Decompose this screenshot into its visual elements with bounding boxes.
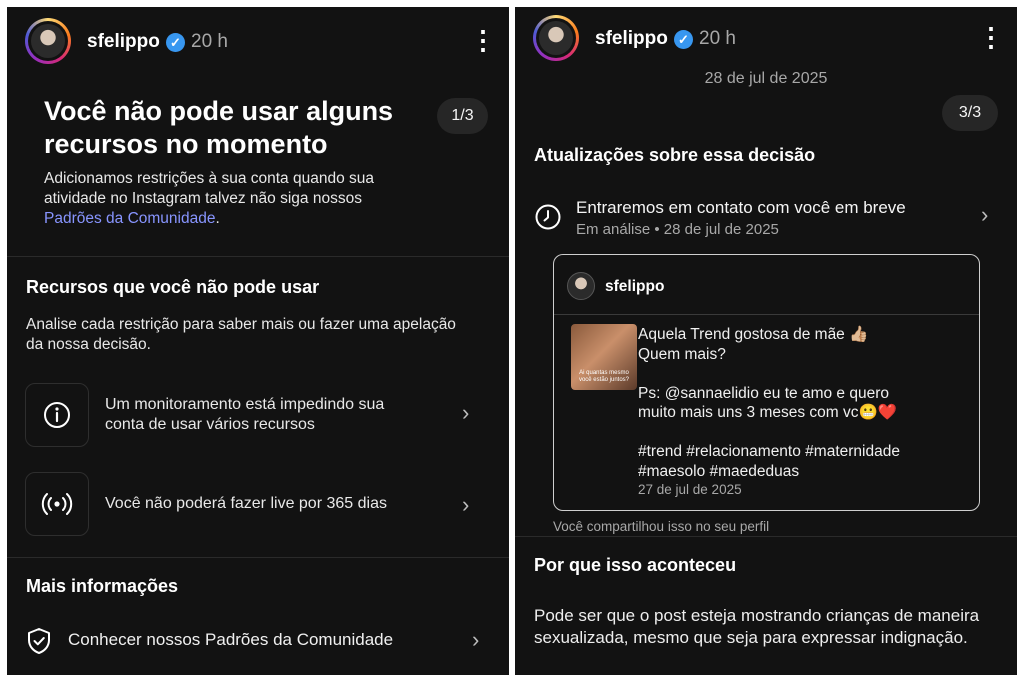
post-author-avatar [567, 272, 595, 300]
restriction-label: Um monitoramento está impedindo sua conta de usar vários recursos [105, 396, 385, 433]
more-options-icon[interactable]: ⋮ [470, 25, 496, 55]
live-broadcast-icon [26, 473, 88, 535]
community-standards-row[interactable] [7, 619, 509, 663]
left-screen [7, 7, 509, 675]
username[interactable]: sfelippo [595, 28, 668, 49]
decision-date: 28 de jul de 2025 [704, 70, 828, 87]
update-title: Entraremos em contato com você em breve [576, 198, 906, 217]
community-standards-label: Conhecer nossos Padrões da Comunidade [68, 630, 394, 649]
restriction-icon-box [25, 472, 89, 536]
chevron-right-icon: › [462, 492, 470, 517]
thumbnail-caption: Ai quantas mesmo você estão juntos? [578, 370, 630, 383]
chevron-right-icon: › [472, 627, 480, 652]
page-counter: 3/3 [942, 95, 998, 131]
restriction-description: Adicionamos restrições à sua conta quando sua atividade no Instagram talvez não siga nossos Padrões da Comunidade. [44, 170, 375, 227]
profile-avatar[interactable] [533, 15, 579, 61]
verified-badge-icon: ✓ [166, 33, 185, 52]
update-row[interactable] [515, 192, 1017, 244]
restriction-icon-box [25, 383, 89, 447]
post-caption: Aquela Trend gostosa de mãe 👍🏼 Quem mais? Ps: @sannaelidio eu te amo e quero muito mais uns 3 meses com vc😬❤️ #trend #relacionamento #maternidade #maesolo #maededuas [638, 326, 900, 480]
community-standards-link[interactable]: Padrões da Comunidade [44, 210, 216, 227]
post-thumbnail[interactable] [571, 324, 637, 390]
shared-note: Você compartilhou isso no seu perfil [553, 519, 770, 534]
features-heading: Recursos que você não pode usar [26, 277, 320, 297]
clock-icon [534, 203, 562, 231]
section-divider [515, 536, 1017, 537]
page-title: Você não pode usar alguns recursos no momento [44, 96, 394, 159]
right-screen [515, 7, 1017, 675]
restriction-label: Você não poderá fazer live por 365 dias [105, 495, 387, 512]
restriction-row-live[interactable] [7, 469, 509, 541]
update-status: Em análise • 28 de jul de 2025 [576, 221, 779, 238]
post-card[interactable] [553, 254, 980, 511]
profile-avatar[interactable] [25, 18, 71, 64]
info-icon [26, 384, 88, 446]
chevron-right-icon: › [462, 400, 470, 425]
more-options-icon[interactable]: ⋮ [978, 22, 1004, 52]
updates-heading: Atualizações sobre essa decisão [534, 145, 816, 165]
post-time: 20 h [699, 28, 736, 49]
restriction-row-monitoring[interactable] [7, 379, 509, 451]
more-info-heading: Mais informações [26, 576, 179, 596]
section-divider [7, 557, 509, 558]
chevron-right-icon: › [981, 202, 989, 227]
section-divider [7, 256, 509, 257]
shield-check-icon [25, 627, 53, 655]
post-time: 20 h [191, 31, 228, 52]
username[interactable]: sfelippo [87, 31, 160, 52]
verified-badge-icon: ✓ [674, 30, 693, 49]
why-heading: Por que isso aconteceu [534, 555, 737, 575]
features-intro: Analise cada restrição para saber mais ou fazer uma apelação da nossa decisão. [26, 316, 456, 353]
post-date: 27 de jul de 2025 [638, 482, 742, 497]
page-counter: 1/3 [437, 98, 488, 134]
why-text: Pode ser que o post esteja mostrando crianças de maneira sexualizada, mesmo que seja para expressar indignação. [534, 606, 980, 647]
post-card-divider [554, 314, 979, 315]
post-author: sfelippo [605, 278, 665, 295]
